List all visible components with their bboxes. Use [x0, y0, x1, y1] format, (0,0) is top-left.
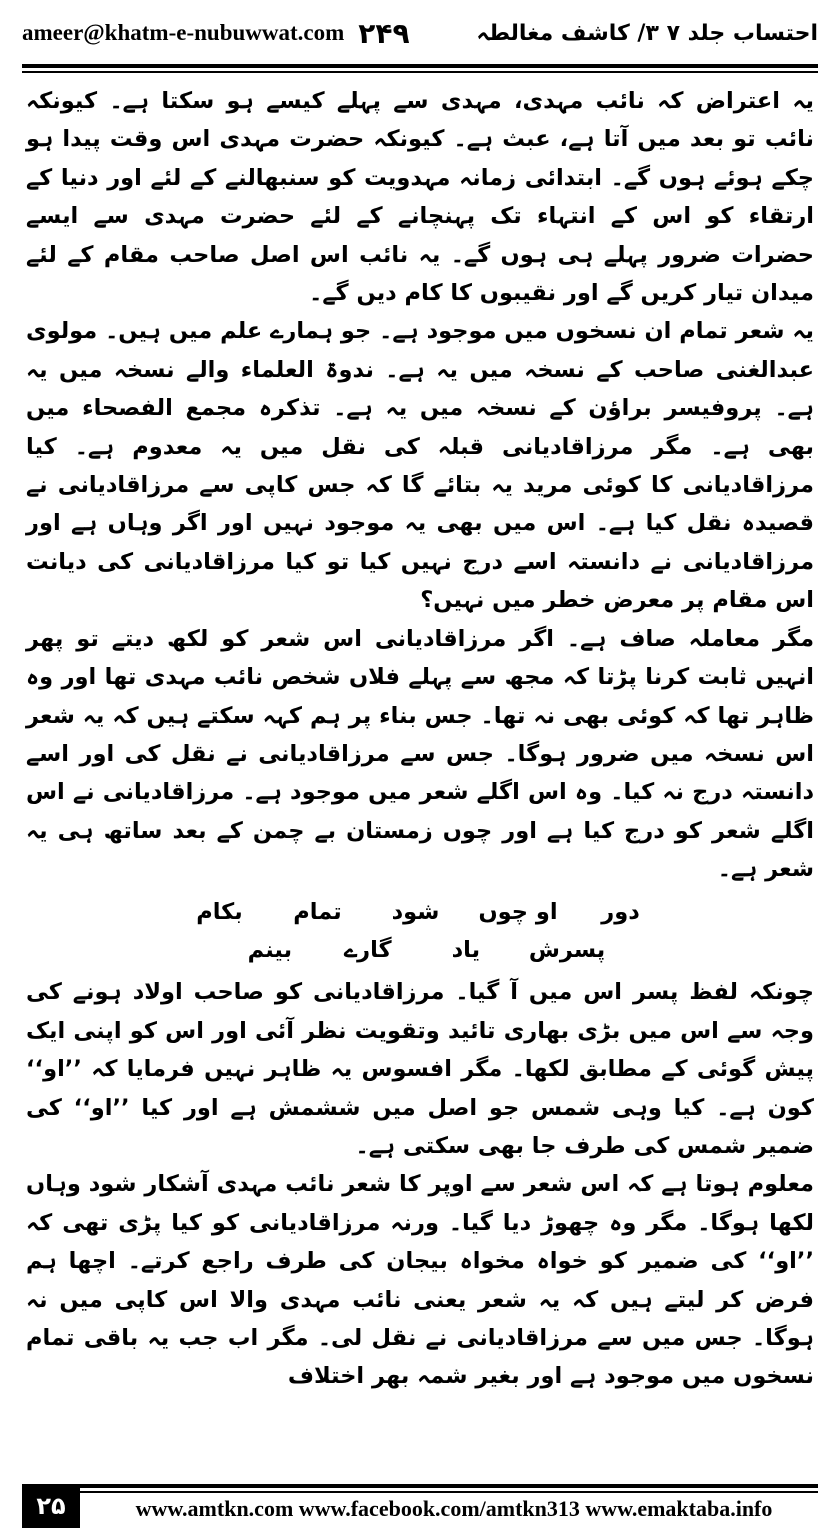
poem-word: دور: [601, 898, 640, 925]
footer-page-box: ۲۵: [22, 1484, 80, 1528]
header-email: ameer@khatm-e-nubuwwat.com: [22, 20, 345, 45]
footer-links: www.amtkn.com www.facebook.com/amtkn313 www.emaktaba.info: [135, 1496, 773, 1521]
poem-word: بکام: [196, 898, 243, 925]
paragraph: مگر معاملہ صاف ہے۔ اگر مرزاقادیانی اس شعر کو لکھ دیتے تو پھر انہیں ثابت کرنا پڑتا کہ مجھ سے پہلے فلاں شخص نائب مہدی تھا اور وہ ظاہر تھا کہ کوئی بھی نہ تھا۔ جس بناء پر ہم کہہ سکتے ہیں کہ یہ شعر اس نسخہ میں ضرور ہوگا۔ جس سے مرزاقادیانی نے نقل کی اور اسے دانستہ درج نہ کیا۔ وہ اس اگلے شعر میں موجود ہے۔ مرزاقادیانی نے اس اگلے شعر کو درج کیا ہے اور چوں زمستان بے چمن کے بعد ساتھ ہی یہ شعر ہے۔: [26, 625, 814, 883]
poem-word: یاد: [451, 936, 481, 963]
couplet-line-2: [26, 931, 814, 969]
poem-word: بینم: [247, 936, 293, 963]
persian-couplet: [26, 893, 814, 970]
poem-word: شود: [391, 898, 440, 925]
page-footer: [22, 1484, 818, 1528]
header-rule: [22, 64, 818, 68]
paragraph: یہ اعتراض کہ نائب مہدی، مہدی سے پہلے کیسے ہو سکتا ہے۔ کیونکہ نائب تو بعد میں آتا ہے، عبث ہے۔ کیونکہ حضرت مہدی اس وقت پیدا ہو چکے ہوئے ہوں گے۔ ابتدائی زمانہ مہدویت کو سنبھالنے کے لئے اور دنیا کے ارتقاء کو اس کے انتہاء تک پہنچانے کے لئے حضرت مہدی سے ایسے حضرات ضرور پہلے ہی ہوں گے۔ یہ نائب اس اصل صاحب مقام کے لئے میدان تیار کریں گے اور نقیبوں کا کام دیں گے۔: [26, 88, 814, 307]
header-left: [22, 17, 410, 50]
couplet-line-1: [26, 893, 814, 931]
page-header: [22, 0, 818, 66]
poem-word: پسرش: [528, 936, 606, 963]
paragraph: یہ شعر تمام ان نسخوں میں موجود ہے۔ جو ہمارے علم میں ہیں۔ مولوی عبدالغنی صاحب کے نسخہ میں یہ ہے۔ ندوۃ العلماء والے نسخہ میں یہ ہے۔ پروفیسر براؤن کے نسخہ میں یہ ہے۔ تذکرہ مجمع الفصحاء میں بھی ہے۔ مگر مرزاقادیانی قبلہ کی نقل میں یہ معدوم ہے۔ کیا مرزاقادیانی کا کوئی مرید یہ بتائے گا کہ جس کاپی سے مرزاقادیانی نے قصیدہ نقل کیا ہے۔ اس میں بھی یہ موجود نہیں اور اگر وہاں ہے اور مرزاقادیانی نے دانستہ اسے درج نہیں کیا تو کیا مرزاقادیانی کی دیانت اس مقام پر معرض خطر میں نہیں؟: [26, 318, 814, 614]
poem-word: او چوں: [478, 898, 558, 925]
poem-word: گارے: [343, 936, 392, 963]
footer-rule: [80, 1484, 818, 1488]
body-text: [26, 82, 814, 1396]
footer-rule-thin: [80, 1491, 818, 1493]
header-rule-thin: [22, 71, 818, 73]
poem-word: تمام: [293, 898, 342, 925]
paragraph: چونکہ لفظ پسر اس میں آ گیا۔ مرزاقادیانی کو صاحب اولاد ہونے کی وجہ سے اس میں بڑی بھاری تائید وتقویت نظر آئی اور اس کو اپنی ایک پیش گوئی کے مطابق لکھا۔ مگر افسوس یہ ظاہر نہیں فرمایا کہ ’’او‘‘ کون ہے۔ کیا وہی شمس جو اصل میں ششمش ہے اور کیا ’’او‘‘ کی ضمیر شمس کی طرف جا بھی سکتی ہے۔: [26, 979, 814, 1159]
book-title: احتساب جلد ۷ ۳/ کاشف مغالطہ: [476, 20, 818, 46]
paragraph: معلوم ہوتا ہے کہ اس شعر سے اوپر کا شعر نائب مہدی آشکار شود وہاں لکھا ہوگا۔ مگر وہ چھوڑ دیا گیا۔ ورنہ مرزاقادیانی کو کیا پڑی تھی کہ ’’او‘‘ کی ضمیر کو خواہ مخواہ بیجان کی طرف راجع کرتے۔ اچھا ہم فرض کر لیتے ہیں کہ یہ شعر یعنی نائب مہدی والا اس کاپی میں نہ ہوگا۔ جس میں سے مرزاقادیانی نے نقل لی۔ مگر اب جب یہ باقی تمام نسخوں میں موجود ہے اور بغیر شمہ بھر اختلاف: [26, 1171, 814, 1390]
page-number: ۲۴۹: [358, 16, 410, 50]
